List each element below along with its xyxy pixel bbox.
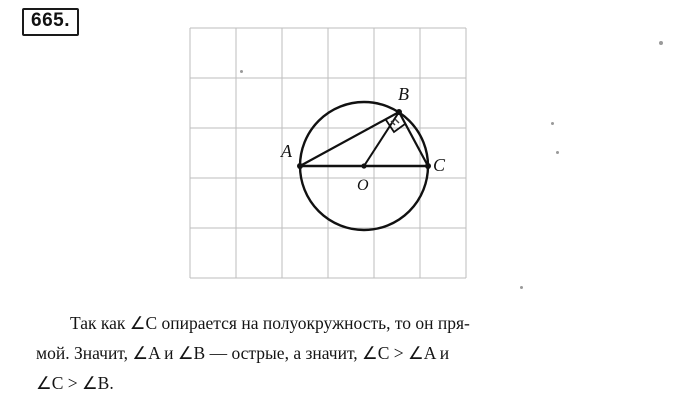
solution-line-3: ∠C > ∠B. [36,373,114,393]
segment-ab [300,112,399,166]
problem-number: 665. [22,8,79,36]
segment-bc [399,112,428,166]
solution-line-2: мой. Значит, ∠A и ∠B — острые, а значит, ∠C > ∠A и [36,343,450,363]
label-c: C [433,155,446,175]
point-o [361,163,366,168]
label-a: A [281,141,292,161]
point-a [297,163,303,169]
point-c [425,163,431,169]
solution-line-1: Так как ∠C опирается на полуокружность, то он пря- [70,313,470,333]
geometry-figure [186,24,476,282]
point-b [396,109,402,115]
scan-speck [659,41,663,45]
label-b: B [398,84,409,104]
solution-text [36,308,666,398]
scan-speck [556,151,559,154]
label-o: O [357,177,369,194]
scan-speck [520,286,523,289]
segment-ob [364,112,399,166]
scan-speck [551,122,554,125]
grid-lines [190,28,466,278]
